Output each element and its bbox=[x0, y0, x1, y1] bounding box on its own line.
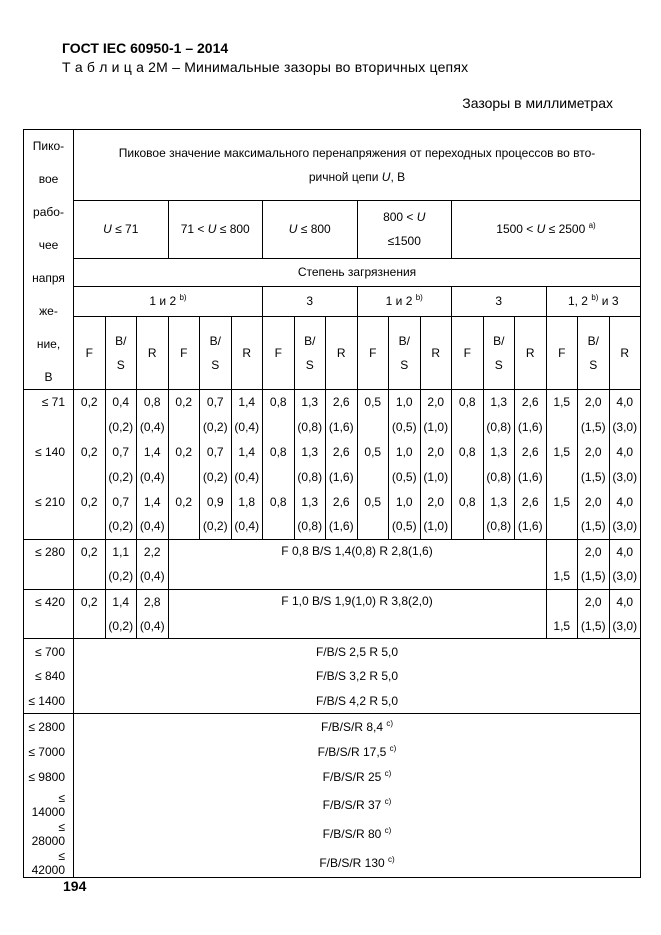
table-cell: (0,5) bbox=[389, 514, 421, 539]
row-voltage-label bbox=[24, 464, 74, 489]
insulation-r-header: R bbox=[609, 316, 641, 389]
column-header-line: напря bbox=[32, 271, 65, 285]
merged-values: F/B/S/R 37 $^{c)}$ bbox=[74, 790, 641, 819]
table-cell: (0,2) bbox=[105, 514, 137, 539]
table-cell: 0,2 bbox=[74, 489, 106, 514]
table-cell bbox=[74, 414, 106, 439]
column-header-line: чее bbox=[38, 238, 59, 252]
table-cell: 2,0 bbox=[578, 589, 610, 614]
row-voltage-label: ≤ 700 bbox=[24, 639, 74, 664]
table-cell: 2,8 bbox=[137, 589, 169, 614]
table-cell: 0,9 bbox=[200, 489, 232, 514]
table-cell bbox=[546, 539, 578, 564]
table-cell: 1,4 bbox=[231, 439, 263, 464]
insulation-r-header: R bbox=[137, 316, 169, 389]
pollution-group-1-2-3: 1, 2 $^{b)}$ и 3 bbox=[546, 287, 641, 317]
row-voltage-label: ≤ 7000 bbox=[24, 739, 74, 764]
table-cell: 0,2 bbox=[168, 390, 200, 415]
column-header-line: ние, bbox=[36, 337, 61, 351]
merged-values: F 1,0 B/S 1,9(1,0) R 3,8(2,0) bbox=[168, 589, 546, 639]
pollution-group-3: 3 bbox=[263, 287, 358, 317]
table-cell: (3,0) bbox=[609, 464, 641, 489]
table-cell: 1,5 bbox=[546, 390, 578, 415]
range-u-le-800: U ≤ 800 bbox=[263, 200, 358, 258]
insulation-f-header: F bbox=[168, 316, 200, 389]
table-cell: (0,2) bbox=[105, 414, 137, 439]
row-voltage-label bbox=[24, 614, 74, 639]
row-voltage-label bbox=[24, 564, 74, 589]
table-cell: 1,4 bbox=[137, 439, 169, 464]
table-cell: 2,6 bbox=[515, 390, 547, 415]
row-voltage-label: ≤ 840 bbox=[24, 664, 74, 689]
table-cell: 1,5 bbox=[546, 614, 578, 639]
table-cell: (0,8) bbox=[294, 414, 326, 439]
peak-overvoltage-line2: ричной цепи U, В bbox=[308, 169, 406, 184]
table-cell: 1,4 bbox=[137, 489, 169, 514]
table-cell: 1,3 bbox=[294, 489, 326, 514]
table-cell: 2,0 bbox=[420, 390, 452, 415]
pollution-group-1-2: 1 и 2 $^{b)}$ bbox=[357, 287, 452, 317]
table-cell: 2,0 bbox=[578, 390, 610, 415]
merged-values: F/B/S/R 130 $^{c)}$ bbox=[74, 848, 641, 878]
insulation-r-header: R bbox=[231, 316, 263, 389]
pollution-degree-header: Степень загрязнения bbox=[74, 258, 641, 286]
table-cell: (0,4) bbox=[231, 414, 263, 439]
column-header-line: рабо- bbox=[33, 205, 64, 219]
table-cell: 0,8 bbox=[137, 390, 169, 415]
table-cell: (1,6) bbox=[515, 514, 547, 539]
table-cell: 0,4 bbox=[105, 390, 137, 415]
table-cell: 0,2 bbox=[74, 439, 106, 464]
table-cell: (1,6) bbox=[326, 514, 358, 539]
table-cell bbox=[74, 564, 106, 589]
column-header-line: В bbox=[44, 370, 53, 384]
table-cell bbox=[357, 464, 389, 489]
range-71-800: 71 < U ≤ 800 bbox=[168, 200, 263, 258]
table-cell: 2,0 bbox=[578, 489, 610, 514]
insulation-r-header: R bbox=[420, 316, 452, 389]
table-cell: 1,5 bbox=[546, 564, 578, 589]
column-header-line: Пико- bbox=[32, 139, 65, 153]
table-cell: 0,8 bbox=[263, 489, 295, 514]
table-cell bbox=[357, 414, 389, 439]
column-header-line: же- bbox=[39, 304, 58, 318]
table-cell: 2,6 bbox=[515, 439, 547, 464]
row-voltage-label: ≤ 28000 bbox=[24, 819, 74, 848]
pollution-group-1-2: 1 и 2 $^{b)}$ bbox=[74, 287, 263, 317]
insulation-f-header: F bbox=[546, 316, 578, 389]
row-voltage-label: ≤ 71 bbox=[24, 390, 74, 415]
merged-values: F/B/S/R 8,4 $^{c)}$ bbox=[74, 714, 641, 739]
table-cell: 1,3 bbox=[294, 390, 326, 415]
table-cell bbox=[452, 514, 484, 539]
merged-values: F 0,8 B/S 1,4(0,8) R 2,8(1,6) bbox=[168, 539, 546, 589]
table-cell: 1,0 bbox=[389, 489, 421, 514]
table-cell: 0,7 bbox=[105, 439, 137, 464]
table-cell: 4,0 bbox=[609, 489, 641, 514]
table-cell: (1,6) bbox=[326, 414, 358, 439]
table-cell: 0,5 bbox=[357, 390, 389, 415]
table-cell: 0,2 bbox=[74, 539, 106, 564]
pollution-group-3: 3 bbox=[452, 287, 547, 317]
table-cell: 0,7 bbox=[200, 439, 232, 464]
table-cell: (0,2) bbox=[105, 614, 137, 639]
table-cell: (0,8) bbox=[294, 514, 326, 539]
table-cell: (3,0) bbox=[609, 414, 641, 439]
table-cell: (0,4) bbox=[137, 564, 169, 589]
table-cell: 4,0 bbox=[609, 589, 641, 614]
column-header-line: вое bbox=[38, 172, 59, 186]
range-1500-2500: 1500 < U ≤ 2500 $^{а)}$ bbox=[452, 200, 641, 258]
row-voltage-label: ≤ 2800 bbox=[24, 714, 74, 739]
peak-overvoltage-header: Пиковое значение максимального перенапряжения от переходных процессов во вто- ричной цепи U, В bbox=[74, 130, 641, 201]
table-cell: (0,4) bbox=[231, 514, 263, 539]
table-cell: (0,4) bbox=[137, 614, 169, 639]
merged-values: F/B/S/R 25 $^{c)}$ bbox=[74, 765, 641, 790]
table-cell: (3,0) bbox=[609, 564, 641, 589]
insulation-f-header: F bbox=[74, 316, 106, 389]
table-cell: 1,4 bbox=[231, 390, 263, 415]
merged-values: F/B/S/R 17,5 $^{c)}$ bbox=[74, 739, 641, 764]
page-number: 194 bbox=[63, 878, 87, 894]
voltage-column-header bbox=[24, 130, 74, 390]
table-cell: 4,0 bbox=[609, 539, 641, 564]
table-cell bbox=[74, 464, 106, 489]
table-cell: 4,0 bbox=[609, 390, 641, 415]
table-cell: 0,8 bbox=[263, 390, 295, 415]
insulation-bs-header: B/ S bbox=[294, 316, 326, 389]
table-cell: 0,2 bbox=[168, 439, 200, 464]
table-cell: (1,5) bbox=[578, 614, 610, 639]
table-cell: (0,2) bbox=[105, 464, 137, 489]
row-voltage-label bbox=[24, 514, 74, 539]
table-cell: (0,4) bbox=[231, 464, 263, 489]
table-cell: (1,5) bbox=[578, 414, 610, 439]
table-cell: 1,4 bbox=[105, 589, 137, 614]
table-cell bbox=[546, 514, 578, 539]
table-cell: 1,3 bbox=[483, 489, 515, 514]
table-cell: 2,0 bbox=[578, 539, 610, 564]
insulation-r-header: R bbox=[515, 316, 547, 389]
table-cell: (0,8) bbox=[294, 464, 326, 489]
insulation-bs-header: B/ S bbox=[389, 316, 421, 389]
table-cell: (0,2) bbox=[200, 414, 232, 439]
table-cell: 2,0 bbox=[578, 439, 610, 464]
table-cell: 0,8 bbox=[452, 489, 484, 514]
table-cell: 2,0 bbox=[420, 439, 452, 464]
table-cell: 1,1 bbox=[105, 539, 137, 564]
table-cell bbox=[357, 514, 389, 539]
table-cell bbox=[263, 464, 295, 489]
row-voltage-label bbox=[24, 414, 74, 439]
table-cell: 0,8 bbox=[263, 439, 295, 464]
table-cell bbox=[546, 589, 578, 614]
table-cell: 0,2 bbox=[168, 489, 200, 514]
table-cell: 1,0 bbox=[389, 390, 421, 415]
table-cell: (0,5) bbox=[389, 414, 421, 439]
table-cell bbox=[74, 514, 106, 539]
merged-values: F/B/S 3,2 R 5,0 bbox=[74, 664, 641, 689]
table-cell: (1,5) bbox=[578, 514, 610, 539]
table-cell: 1,3 bbox=[483, 439, 515, 464]
merged-values: F/B/S 4,2 R 5,0 bbox=[74, 689, 641, 714]
table-cell: 2,6 bbox=[326, 439, 358, 464]
table-cell: (0,5) bbox=[389, 464, 421, 489]
table-cell: 1,3 bbox=[483, 390, 515, 415]
table-cell: (0,8) bbox=[483, 514, 515, 539]
table-cell: (0,4) bbox=[137, 514, 169, 539]
table-cell: 0,7 bbox=[200, 390, 232, 415]
row-voltage-label: ≤ 1400 bbox=[24, 689, 74, 714]
table-cell bbox=[452, 464, 484, 489]
insulation-bs-header: B/ S bbox=[578, 316, 610, 389]
table-cell: 0,8 bbox=[452, 439, 484, 464]
table-cell: 0,5 bbox=[357, 489, 389, 514]
table-cell bbox=[168, 414, 200, 439]
insulation-bs-header: B/ S bbox=[200, 316, 232, 389]
table-cell: 2,6 bbox=[326, 489, 358, 514]
table-cell: 1,5 bbox=[546, 439, 578, 464]
table-cell: 0,2 bbox=[74, 589, 106, 614]
row-voltage-label: ≤ 42000 bbox=[24, 848, 74, 878]
row-voltage-label: ≤ 210 bbox=[24, 489, 74, 514]
table-cell: (0,4) bbox=[137, 414, 169, 439]
standard-title: ГОСТ IEC 60950-1 – 2014 bbox=[62, 40, 229, 56]
range-800-1500: 800 < U ≤1500 bbox=[357, 200, 452, 258]
table-cell: (0,8) bbox=[483, 414, 515, 439]
row-voltage-label: ≤ 420 bbox=[24, 589, 74, 614]
clearance-table bbox=[23, 129, 641, 878]
table-cell bbox=[263, 514, 295, 539]
table-cell: (0,2) bbox=[200, 514, 232, 539]
table-cell: 2,6 bbox=[515, 489, 547, 514]
units-note: Зазоры в миллиметрах bbox=[462, 95, 613, 111]
table-cell: (1,0) bbox=[420, 414, 452, 439]
merged-values: F/B/S 2,5 R 5,0 bbox=[74, 639, 641, 664]
insulation-f-header: F bbox=[452, 316, 484, 389]
table-cell: 4,0 bbox=[609, 439, 641, 464]
table-cell: (1,6) bbox=[326, 464, 358, 489]
insulation-r-header: R bbox=[326, 316, 358, 389]
row-voltage-label: ≤ 14000 bbox=[24, 790, 74, 819]
table-cell bbox=[546, 464, 578, 489]
insulation-bs-header: B/ S bbox=[483, 316, 515, 389]
table-cell bbox=[263, 414, 295, 439]
table-cell: (1,6) bbox=[515, 414, 547, 439]
table-cell: 1,3 bbox=[294, 439, 326, 464]
table-cell: (3,0) bbox=[609, 614, 641, 639]
table-cell: 0,5 bbox=[357, 439, 389, 464]
range-u-le-71: U ≤ 71 bbox=[74, 200, 169, 258]
table-cell: (1,0) bbox=[420, 464, 452, 489]
table-cell: (0,8) bbox=[483, 464, 515, 489]
table-cell: 2,0 bbox=[420, 489, 452, 514]
table-cell: 1,0 bbox=[389, 439, 421, 464]
table-cell: 0,7 bbox=[105, 489, 137, 514]
insulation-f-header: F bbox=[263, 316, 295, 389]
table-cell: (1,5) bbox=[578, 564, 610, 589]
table-cell: (0,4) bbox=[137, 464, 169, 489]
table-cell: (3,0) bbox=[609, 514, 641, 539]
table-cell: 2,2 bbox=[137, 539, 169, 564]
table-cell: 2,6 bbox=[326, 390, 358, 415]
table-cell bbox=[546, 414, 578, 439]
table-cell: 1,5 bbox=[546, 489, 578, 514]
row-voltage-label: ≤ 9800 bbox=[24, 765, 74, 790]
merged-values: F/B/S/R 80 $^{c)}$ bbox=[74, 819, 641, 848]
insulation-bs-header: B/ S bbox=[105, 316, 137, 389]
table-cell: 0,8 bbox=[452, 390, 484, 415]
table-cell bbox=[168, 464, 200, 489]
table-cell: (1,0) bbox=[420, 514, 452, 539]
table-title: Т а б л и ц а 2М – Минимальные зазоры во вторичных цепях bbox=[62, 59, 469, 75]
table-cell: 0,2 bbox=[74, 390, 106, 415]
insulation-f-header: F bbox=[357, 316, 389, 389]
table-cell: (1,6) bbox=[515, 464, 547, 489]
row-voltage-label: ≤ 280 bbox=[24, 539, 74, 564]
table-cell bbox=[452, 414, 484, 439]
table-cell bbox=[74, 614, 106, 639]
table-cell: 1,8 bbox=[231, 489, 263, 514]
table-cell: (0,2) bbox=[105, 564, 137, 589]
table-cell bbox=[168, 514, 200, 539]
table-cell: (0,2) bbox=[200, 464, 232, 489]
row-voltage-label: ≤ 140 bbox=[24, 439, 74, 464]
table-cell: (1,5) bbox=[578, 464, 610, 489]
